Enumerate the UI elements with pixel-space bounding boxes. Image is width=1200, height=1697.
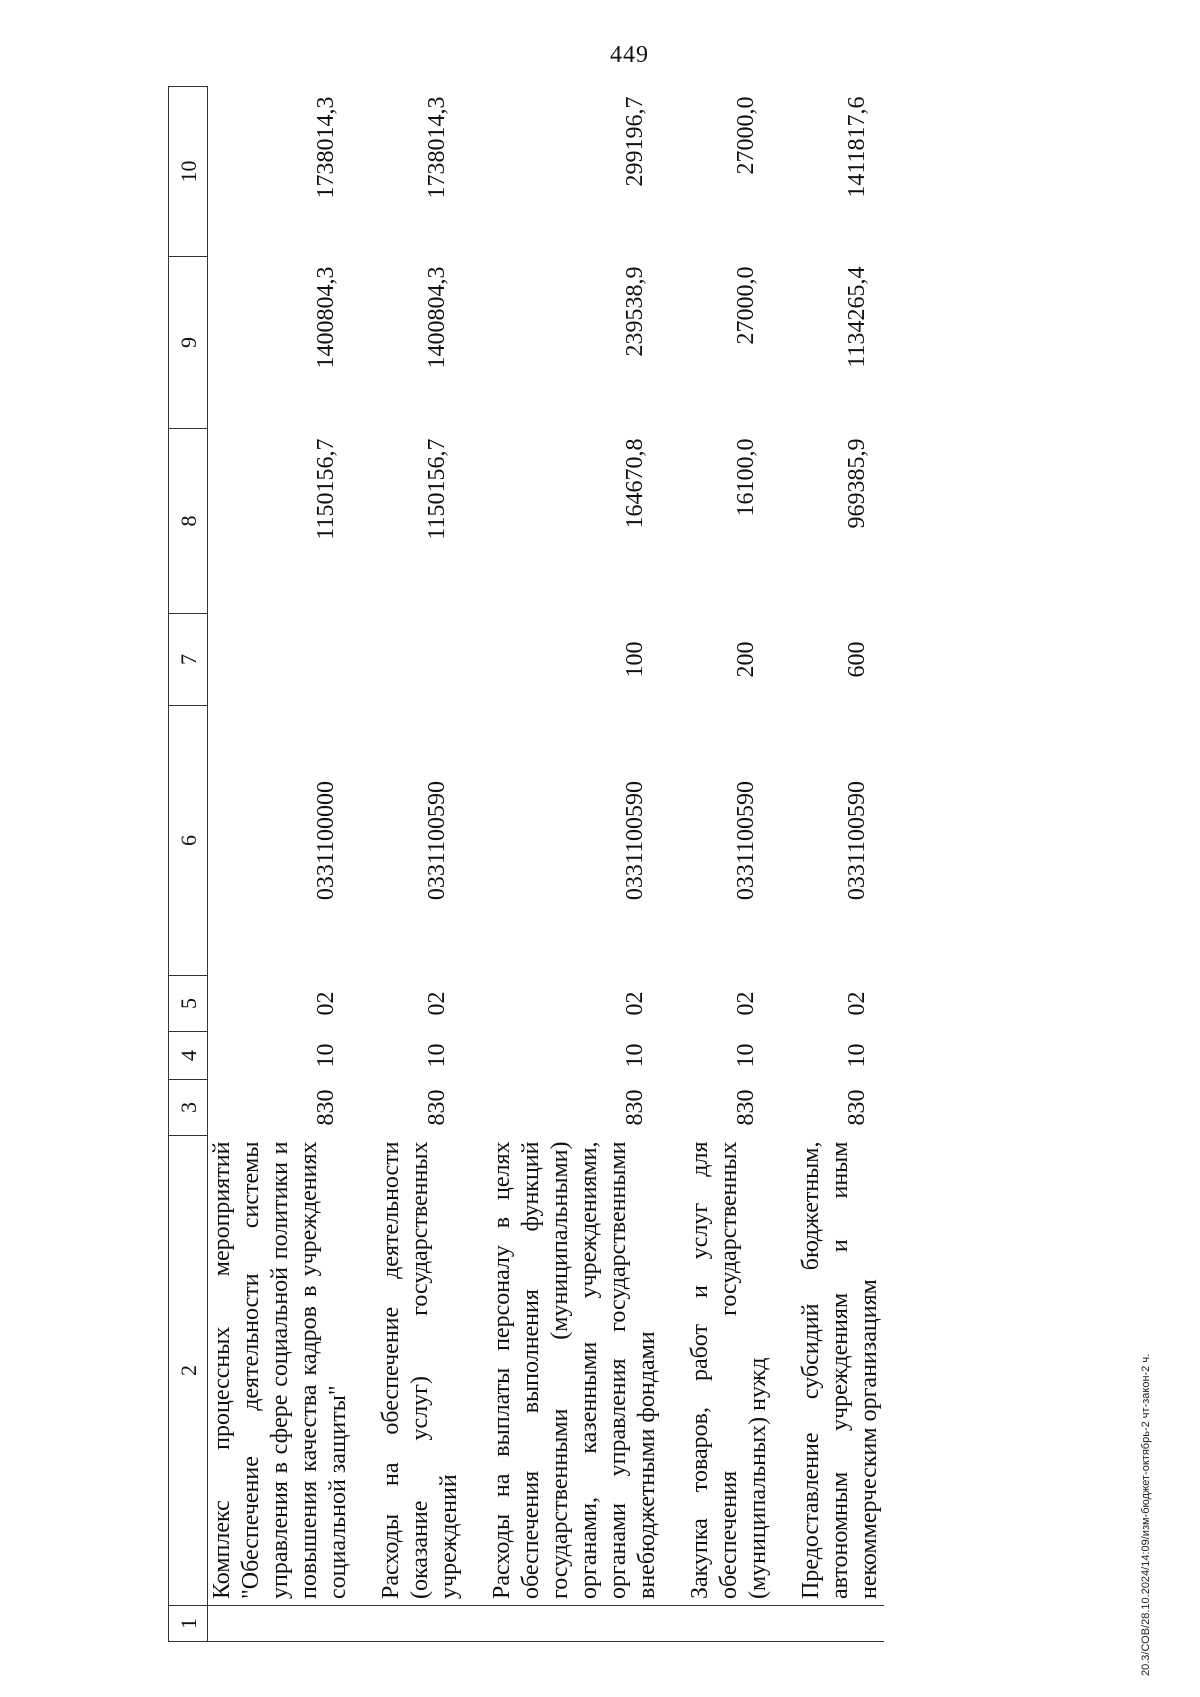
cell-subsection: 02 (313, 991, 339, 1016)
budget-table-rotated (168, 87, 1048, 1642)
cell-amount-col-8: 969385,9 (844, 438, 870, 529)
cell-col-1 (686, 1606, 773, 1642)
cell-amount-col-8: 1150156,7 (424, 438, 450, 540)
table-row (797, 87, 884, 1642)
cell-expense-type: 100 (622, 641, 648, 678)
cell-amount-col-10: 299196,7 (622, 96, 648, 187)
cell-expense-type: 200 (733, 641, 759, 678)
row-spacer (353, 87, 377, 1642)
cell-amount-col-8: 164670,8 (622, 438, 648, 529)
header-col-1: 1 (169, 1606, 208, 1642)
cell-amount-col-9: 1134265,4 (844, 266, 870, 368)
cell-amount-col-10: 1738014,3 (313, 96, 339, 199)
cell-subsection: 02 (622, 991, 648, 1016)
cell-col-1 (488, 1606, 662, 1642)
cell-amount-col-9: 239538,9 (622, 266, 648, 357)
header-col-6: 6 (169, 706, 208, 976)
cell-ministry-code: 830 (733, 1089, 759, 1126)
cell-description: Закупка товаров, работ и услуг для обеспечения государственных (муниципальных) нужд (687, 1141, 771, 1599)
header-col-9: 9 (169, 257, 208, 429)
table-row (208, 87, 354, 1642)
cell-expense-type (208, 614, 354, 706)
cell-description: Комплекс процессных мероприятий "Обеспечение деятельности системы управления в сфере социальной политики и повышения качества кадров в учреждениях социальной защиты" (209, 1141, 351, 1599)
cell-section: 10 (733, 1043, 759, 1068)
cell-amount-col-8: 1150156,7 (313, 438, 339, 540)
cell-expense-type (377, 614, 464, 706)
cell-amount-col-10: 1738014,3 (424, 96, 450, 199)
cell-target-article: 0331100590 (622, 780, 648, 901)
cell-amount-col-9: 1400804,3 (424, 266, 450, 369)
cell-target-article: 0331100590 (424, 780, 450, 901)
footer-reference: 20.3/СОВ/28.10.2024/14:09/изм-бюджет-октябрь-2 чт-закон-2 ч. (1140, 1353, 1152, 1676)
cell-target-article: 0331100000 (313, 780, 339, 901)
row-spacer (773, 87, 797, 1642)
cell-expense-type: 600 (844, 641, 870, 678)
cell-description: Расходы на обеспечение деятельности (оказание услуг) государственных учреждений (378, 1141, 462, 1599)
header-col-3: 3 (169, 1080, 208, 1136)
cell-ministry-code: 830 (424, 1089, 450, 1126)
cell-col-1 (797, 1606, 884, 1642)
cell-amount-col-8: 16100,0 (733, 438, 759, 517)
page-number: 449 (610, 42, 649, 68)
cell-amount-col-10: 1411817,6 (844, 96, 870, 198)
table-row (488, 87, 662, 1642)
cell-section: 10 (313, 1043, 339, 1068)
header-col-2: 2 (169, 1136, 208, 1606)
cell-target-article: 0331100590 (844, 780, 870, 901)
header-col-8: 8 (169, 429, 208, 614)
header-col-5: 5 (169, 976, 208, 1032)
header-col-7: 7 (169, 614, 208, 706)
cell-ministry-code: 830 (844, 1089, 870, 1126)
cell-section: 10 (622, 1043, 648, 1068)
cell-description: Расходы на выплаты персоналу в целях обеспечения выполнения функций государственными (муниципальными) органами, казенными учреждениями, органами управления государственными внебюджетными фондами (489, 1141, 660, 1599)
cell-subsection: 02 (733, 991, 759, 1016)
budget-table (168, 86, 884, 1642)
cell-amount-col-10: 27000,0 (733, 96, 759, 175)
cell-target-article: 0331100590 (733, 780, 759, 901)
cell-ministry-code: 830 (622, 1089, 648, 1126)
cell-subsection: 02 (844, 991, 870, 1016)
cell-amount-col-9: 1400804,3 (313, 266, 339, 369)
cell-ministry-code: 830 (313, 1089, 339, 1126)
row-spacer (662, 87, 686, 1642)
cell-subsection: 02 (424, 991, 450, 1016)
cell-section: 10 (844, 1043, 870, 1068)
header-col-10: 10 (169, 87, 208, 257)
row-spacer (464, 87, 488, 1642)
header-col-4: 4 (169, 1032, 208, 1080)
table-row (686, 87, 773, 1642)
cell-amount-col-9: 27000,0 (733, 266, 759, 345)
table-header (169, 87, 208, 1642)
cell-col-1 (377, 1606, 464, 1642)
cell-description: Предоставление субсидий бюджетным, автономным учреждениям и иным некоммерческим организациям (798, 1141, 882, 1599)
cell-section: 10 (424, 1043, 450, 1068)
table-row (377, 87, 464, 1642)
cell-col-1 (208, 1606, 354, 1642)
